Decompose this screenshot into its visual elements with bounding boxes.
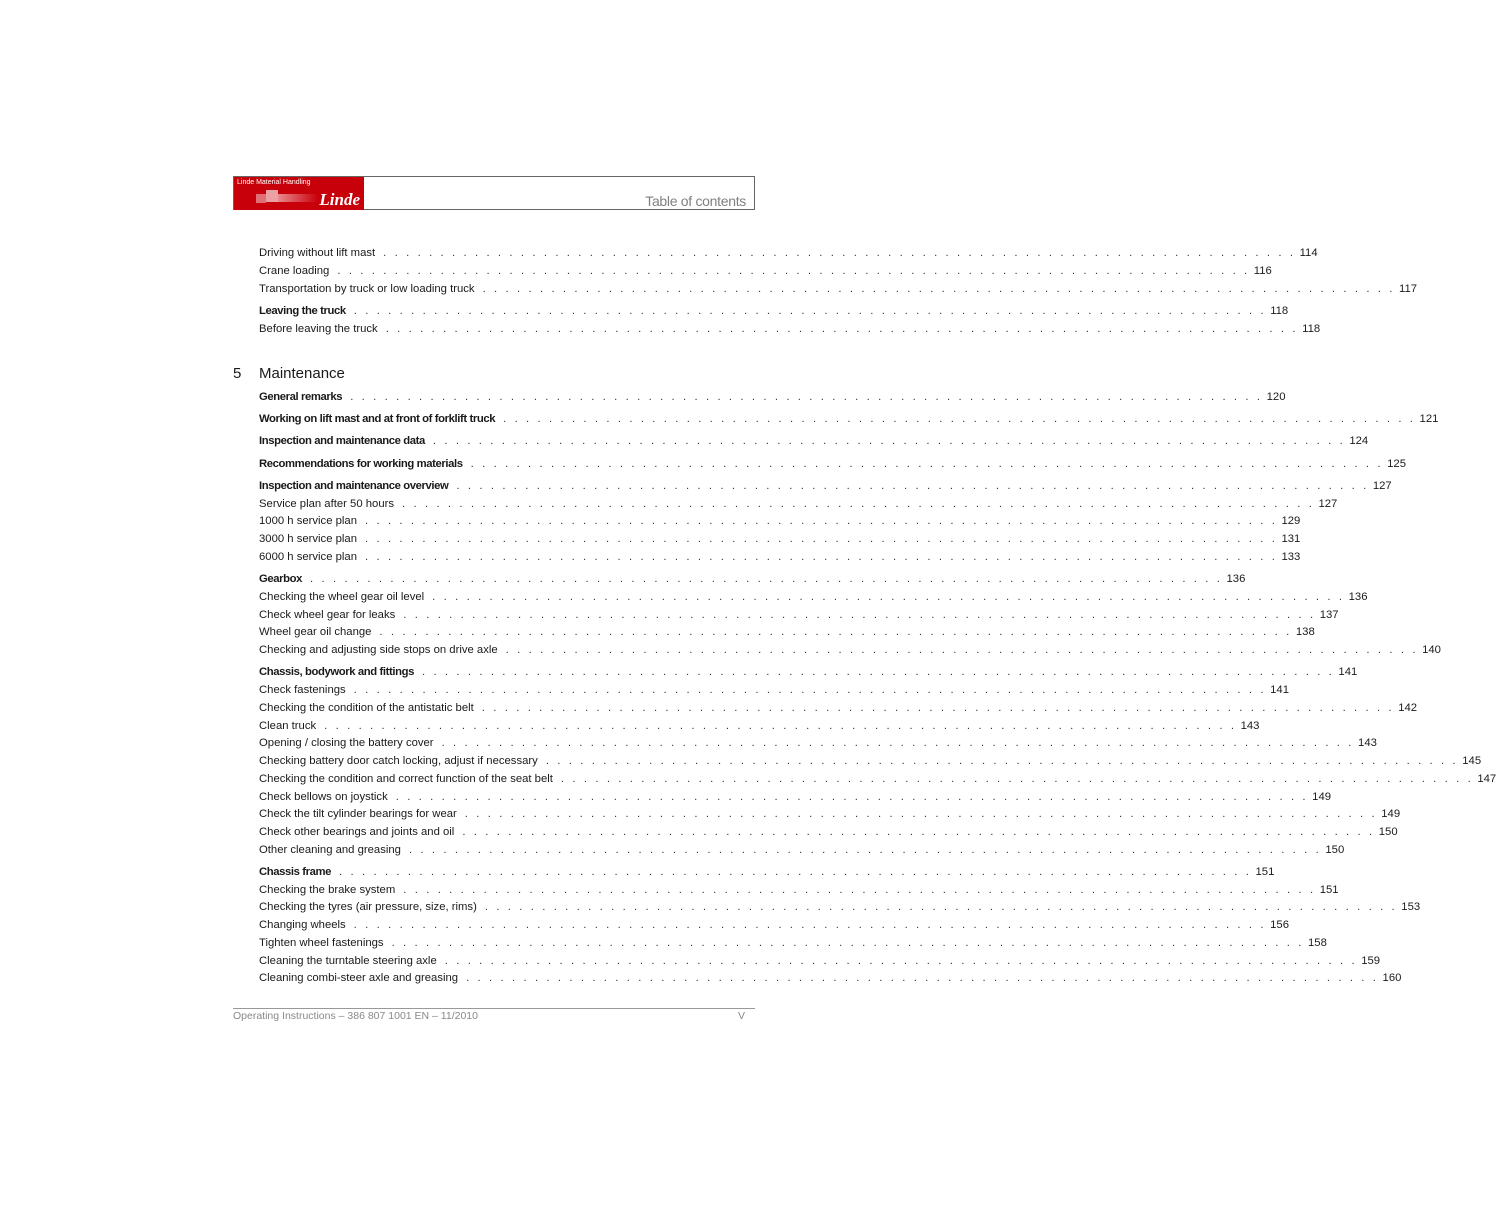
entry-label: Checking battery door catch locking, adjust if necessary — [259, 755, 538, 767]
dot-leader: . . . . . . . . . . . . . . . . . . . . . . . . . . . . . . . . . . . . . . . . . . . . . . . . . . . . . . . . . . . . . . . . . . . . . . . . . . . . . . . . — [503, 413, 1416, 425]
header-title: Table of contents — [645, 193, 746, 209]
dot-leader: . . . . . . . . . . . . . . . . . . . . . . . . . . . . . . . . . . . . . . . . . . . . . . . . . . . . . . . . . . . . . . . . . . . . . . . . . . . . . . . . — [385, 323, 1299, 335]
dot-leader: . . . . . . . . . . . . . . . . . . . . . . . . . . . . . . . . . . . . . . . . . . . . . . . . . . . . . . . . . . . . . . . . . . . . . . . . . . . . . . . . — [364, 551, 1278, 563]
entry-label: Check the tilt cylinder bearings for wear — [259, 808, 457, 820]
entry-page: 145 — [1462, 755, 1482, 767]
entry-page: 143 — [1240, 720, 1260, 732]
toc-entry[interactable] — [259, 918, 1289, 932]
toc-section-entry[interactable] — [259, 865, 1275, 879]
dot-leader: . . . . . . . . . . . . . . . . . . . . . . . . . . . . . . . . . . . . . . . . . . . . . . . . . . . . . . . . . . . . . . . . . . . . . . . . . . . . . . . . — [545, 755, 1459, 767]
footer-page-number: V — [738, 1010, 746, 1022]
dot-leader: . . . . . . . . . . . . . . . . . . . . . . . . . . . . . . . . . . . . . . . . . . . . . . . . . . . . . . . . . . . . . . . . . . . . . . . . . . . . . . . . — [464, 808, 1378, 820]
brand-tagline: Linde Material Handling — [237, 179, 311, 186]
dot-leader: . . . . . . . . . . . . . . . . . . . . . . . . . . . . . . . . . . . . . . . . . . . . . . . . . . . . . . . . . . . . . . . . . . . . . . . . . . . . . . . . — [408, 844, 1322, 856]
toc-section-entry[interactable] — [259, 390, 1286, 404]
entry-page: 136 — [1226, 573, 1246, 585]
toc-entry[interactable] — [259, 701, 1418, 715]
toc-entry[interactable] — [259, 790, 1332, 804]
dot-leader: . . . . . . . . . . . . . . . . . . . . . . . . . . . . . . . . . . . . . . . . . . . . . . . . . . . . . . . . . . . . . . . . . . . . . . . . . . . . . . . . — [403, 884, 1316, 896]
dot-leader: . . . . . . . . . . . . . . . . . . . . . . . . . . . . . . . . . . . . . . . . . . . . . . . . . . . . . . . . . . . . . . . . . . . . . . . . . . . . . . . . — [402, 498, 1315, 510]
entry-label: Service plan after 50 hours — [259, 498, 395, 510]
toc-section-entry[interactable] — [259, 665, 1358, 679]
dot-leader: . . . . . . . . . . . . . . . . . . . . . . . . . . . . . . . . . . . . . . . . . . . . . . . . . . . . . . . . . . . . . . . . . . . . . . . . . . . . . . . . — [337, 265, 1250, 277]
entry-page: 151 — [1255, 866, 1275, 878]
toc-entry[interactable] — [259, 643, 1441, 657]
toc-section-entry[interactable] — [259, 457, 1406, 471]
entry-label: Check other bearings and joints and oil — [259, 826, 455, 838]
dot-leader: . . . . . . . . . . . . . . . . . . . . . . . . . . . . . . . . . . . . . . . . . . . . . . . . . . . . . . . . . . . . . . . . . . . . . . . . . . . . . . . . — [350, 391, 1263, 403]
toc-entry[interactable] — [259, 719, 1260, 733]
entry-page: 142 — [1398, 702, 1418, 714]
entry-label: Checking the brake system — [259, 884, 396, 896]
dot-leader: . . . . . . . . . . . . . . . . . . . . . . . . . . . . . . . . . . . . . . . . . . . . . . . . . . . . . . . . . . . . . . . . . . . . . . . . . . . . . . . . — [353, 919, 1267, 931]
entry-label: Gearbox — [259, 573, 303, 585]
dot-leader: . . . . . . . . . . . . . . . . . . . . . . . . . . . . . . . . . . . . . . . . . . . . . . . . . . . . . . . . . . . . . . . . . . . . . . . . . . . . . . . . — [560, 773, 1474, 785]
dot-leader: . . . . . . . . . . . . . . . . . . . . . . . . . . . . . . . . . . . . . . . . . . . . . . . . . . . . . . . . . . . . . . . . . . . . . . . . . . . . . . . . — [383, 247, 1296, 259]
entry-page: 127 — [1318, 498, 1338, 510]
dot-leader: . . . . . . . . . . . . . . . . . . . . . . . . . . . . . . . . . . . . . . . . . . . . . . . . . . . . . . . . . . . . . . . . . . . . . . . . . . . . . . . . — [391, 937, 1305, 949]
entry-label: Before leaving the truck — [259, 323, 378, 335]
dot-leader: . . . . . . . . . . . . . . . . . . . . . . . . . . . . . . . . . . . . . . . . . . . . . . . . . . . . . . . . . . . . . . . . . . . . . . . . . . . . . . . . — [441, 737, 1355, 749]
dot-leader: . . . . . . . . . . . . . . . . . . . . . . . . . . . . . . . . . . . . . . . . . . . . . . . . . . . . . . . . . . . . . . . . . . . . . . . . . . . . . . . . — [456, 480, 1369, 492]
entry-label: Tighten wheel fastenings — [259, 937, 384, 949]
entry-label: 3000 h service plan — [259, 533, 357, 545]
toc-entry[interactable] — [259, 754, 1482, 768]
entry-page: 116 — [1253, 265, 1272, 277]
footer-divider — [233, 1008, 755, 1009]
chapter-number: 5 — [233, 365, 242, 382]
dot-leader: . . . . . . . . . . . . . . . . . . . . . . . . . . . . . . . . . . . . . . . . . . . . . . . . . . . . . . . . . . . . . . . . . . . . . . . . . . . . . . . . — [353, 684, 1267, 696]
entry-page: 125 — [1387, 458, 1406, 470]
entry-label: Check wheel gear for leaks — [259, 609, 396, 621]
dot-leader: . . . . . . . . . . . . . . . . . . . . . . . . . . . . . . . . . . . . . . . . . . . . . . . . . . . . . . . . . . . . . . . . . . . . . . . . . . . . . . . . — [403, 609, 1316, 621]
entry-page: 118 — [1270, 305, 1289, 317]
toc-entry[interactable] — [259, 625, 1315, 639]
toc-section-entry[interactable] — [259, 479, 1392, 493]
dot-leader: . . . . . . . . . . . . . . . . . . . . . . . . . . . . . . . . . . . . . . . . . . . . . . . . . . . . . . . . . . . . . . . . . . . . . . . . . . . . . . . . — [432, 591, 1345, 603]
entry-page: 149 — [1381, 808, 1401, 820]
entry-label: Cleaning the turntable steering axle — [259, 955, 437, 967]
toc-entry[interactable] — [259, 772, 1496, 786]
entry-label: Checking the wheel gear oil level — [259, 591, 425, 603]
dot-leader: . . . . . . . . . . . . . . . . . . . . . . . . . . . . . . . . . . . . . . . . . . . . . . . . . . . . . . . . . . . . . . . . . . . . . . . . . . . . . . . . — [339, 866, 1252, 878]
dot-leader: . . . . . . . . . . . . . . . . . . . . . . . . . . . . . . . . . . . . . . . . . . . . . . . . . . . . . . . . . . . . . . . . . . . . . . . . . . . . . . . . — [444, 955, 1358, 967]
entry-label: Checking and adjusting side stops on drive axle — [259, 644, 498, 656]
entry-page: 138 — [1295, 626, 1315, 638]
toc-entry[interactable] — [259, 936, 1327, 950]
entry-label: Chassis frame — [259, 866, 332, 878]
toc-entry[interactable] — [259, 971, 1402, 985]
entry-label: Wheel gear oil change — [259, 626, 372, 638]
entry-page: 141 — [1270, 684, 1289, 696]
entry-label: Checking the condition of the antistatic belt — [259, 702, 474, 714]
entry-label: Inspection and maintenance overview — [259, 480, 449, 492]
entry-label: Opening / closing the battery cover — [259, 737, 434, 749]
entry-page: 114 — [1299, 247, 1318, 259]
entry-label: Clean truck — [259, 720, 317, 732]
entry-page: 140 — [1422, 644, 1441, 656]
dot-leader: . . . . . . . . . . . . . . . . . . . . . . . . . . . . . . . . . . . . . . . . . . . . . . . . . . . . . . . . . . . . . . . . . . . . . . . . . . . . . . . . — [482, 283, 1396, 295]
entry-page: 129 — [1281, 515, 1301, 527]
entry-page: 141 — [1338, 666, 1358, 678]
entry-page: 127 — [1372, 480, 1392, 492]
entry-label: 6000 h service plan — [259, 551, 357, 563]
entry-label: Other cleaning and greasing — [259, 844, 401, 856]
dot-leader: . . . . . . . . . . . . . . . . . . . . . . . . . . . . . . . . . . . . . . . . . . . . . . . . . . . . . . . . . . . . . . . . . . . . . . . . . . . . . . . . — [395, 791, 1309, 803]
linde-logo — [234, 177, 364, 210]
entry-page: 120 — [1266, 391, 1286, 403]
dot-leader: . . . . . . . . . . . . . . . . . . . . . . . . . . . . . . . . . . . . . . . . . . . . . . . . . . . . . . . . . . . . . . . . . . . . . . . . . . . . . . . . — [310, 573, 1223, 585]
toc-entry[interactable] — [259, 497, 1338, 511]
entry-label: Chassis, bodywork and fittings — [259, 666, 414, 678]
entry-label: Leaving the truck — [259, 305, 346, 317]
toc-entry[interactable] — [259, 736, 1377, 750]
toc-entry[interactable] — [259, 608, 1339, 622]
entry-page: 149 — [1312, 791, 1332, 803]
entry-page: 151 — [1319, 884, 1339, 896]
entry-page: 147 — [1477, 773, 1496, 785]
toc-section-entry[interactable] — [259, 304, 1289, 318]
brand-wordmark: Linde — [319, 190, 360, 209]
dot-leader: . . . . . . . . . . . . . . . . . . . . . . . . . . . . . . . . . . . . . . . . . . . . . . . . . . . . . . . . . . . . . . . . . . . . . . . . . . . . . . . . — [466, 972, 1379, 984]
footer-text: Operating Instructions – 386 807 1001 EN – 11/2010 — [233, 1010, 478, 1022]
entry-label: Working on lift mast and at front of forklift truck — [259, 413, 496, 425]
toc-entry[interactable] — [259, 550, 1301, 564]
entry-page: 133 — [1281, 551, 1301, 563]
toc-entry[interactable] — [259, 954, 1381, 968]
entry-label: Driving without lift mast — [259, 247, 376, 259]
dot-leader: . . . . . . . . . . . . . . . . . . . . . . . . . . . . . . . . . . . . . . . . . . . . . . . . . . . . . . . . . . . . . . . . . . . . . . . . . . . . . . . . — [421, 666, 1335, 678]
entry-label: Crane loading — [259, 265, 330, 277]
entry-label: Checking the condition and correct function of the seat belt — [259, 773, 553, 785]
toc-section-entry[interactable] — [259, 572, 1246, 586]
entry-page: 137 — [1319, 609, 1339, 621]
toc-entry[interactable] — [259, 246, 1318, 260]
entry-page: 131 — [1281, 533, 1301, 545]
entry-page: 150 — [1325, 844, 1345, 856]
dot-leader: . . . . . . . . . . . . . . . . . . . . . . . . . . . . . . . . . . . . . . . . . . . . . . . . . . . . . . . . . . . . . . . . . . . . . . . . . . . . . . . . — [353, 305, 1267, 317]
entry-label: 1000 h service plan — [259, 515, 357, 527]
entry-page: 136 — [1348, 591, 1368, 603]
toc-entry[interactable] — [259, 264, 1272, 278]
toc-entry[interactable] — [259, 843, 1345, 857]
dot-leader: . . . . . . . . . . . . . . . . . . . . . . . . . . . . . . . . . . . . . . . . . . . . . . . . . . . . . . . . . . . . . . . . . . . . . . . . . . . . . . . . — [432, 435, 1346, 447]
page-header — [233, 176, 755, 210]
toc-section-entry[interactable] — [259, 434, 1369, 448]
toc-entry[interactable] — [259, 900, 1421, 914]
dot-leader: . . . . . . . . . . . . . . . . . . . . . . . . . . . . . . . . . . . . . . . . . . . . . . . . . . . . . . . . . . . . . . . . . . . . . . . . . . . . . . . . — [379, 626, 1292, 638]
entry-page: 143 — [1358, 737, 1377, 749]
entry-label: Transportation by truck or low loading truck — [259, 283, 475, 295]
toc-entry[interactable] — [259, 322, 1321, 336]
toc-entry[interactable] — [259, 514, 1301, 528]
toc-entry[interactable] — [259, 825, 1398, 839]
entry-page: 160 — [1382, 972, 1402, 984]
toc-entry[interactable] — [259, 883, 1339, 897]
dot-leader: . . . . . . . . . . . . . . . . . . . . . . . . . . . . . . . . . . . . . . . . . . . . . . . . . . . . . . . . . . . . . . . . . . . . . . . . . . . . . . . . — [364, 515, 1278, 527]
dot-leader: . . . . . . . . . . . . . . . . . . . . . . . . . . . . . . . . . . . . . . . . . . . . . . . . . . . . . . . . . . . . . . . . . . . . . . . . . . . . . . . . — [484, 901, 1398, 913]
dot-leader: . . . . . . . . . . . . . . . . . . . . . . . . . . . . . . . . . . . . . . . . . . . . . . . . . . . . . . . . . . . . . . . . . . . . . . . . . . . . . . . . — [470, 458, 1384, 470]
entry-label: Changing wheels — [259, 919, 346, 931]
dot-leader: . . . . . . . . . . . . . . . . . . . . . . . . . . . . . . . . . . . . . . . . . . . . . . . . . . . . . . . . . . . . . . . . . . . . . . . . . . . . . . . . — [462, 826, 1375, 838]
entry-page: 158 — [1308, 937, 1327, 949]
entry-page: 124 — [1349, 435, 1369, 447]
entry-page: 156 — [1270, 919, 1289, 931]
entry-label: Inspection and maintenance data — [259, 435, 425, 447]
chapter-title: Maintenance — [259, 365, 345, 382]
entry-page: 118 — [1302, 323, 1321, 335]
entry-label: Check fastenings — [259, 684, 346, 696]
toc-entry[interactable] — [259, 532, 1301, 546]
entry-label: General remarks — [259, 391, 343, 403]
entry-page: 117 — [1399, 283, 1418, 295]
entry-page: 121 — [1419, 413, 1439, 425]
entry-label: Recommendations for working materials — [259, 458, 463, 470]
dot-leader: . . . . . . . . . . . . . . . . . . . . . . . . . . . . . . . . . . . . . . . . . . . . . . . . . . . . . . . . . . . . . . . . . . . . . . . . . . . . . . . . — [324, 720, 1237, 732]
toc-entry[interactable] — [259, 282, 1418, 296]
dot-leader: . . . . . . . . . . . . . . . . . . . . . . . . . . . . . . . . . . . . . . . . . . . . . . . . . . . . . . . . . . . . . . . . . . . . . . . . . . . . . . . . — [481, 702, 1395, 714]
toc-entry[interactable] — [259, 807, 1401, 821]
entry-label: Check bellows on joystick — [259, 791, 388, 803]
toc-section-entry[interactable] — [259, 412, 1439, 426]
dot-leader: . . . . . . . . . . . . . . . . . . . . . . . . . . . . . . . . . . . . . . . . . . . . . . . . . . . . . . . . . . . . . . . . . . . . . . . . . . . . . . . . — [364, 533, 1278, 545]
entry-label: Cleaning combi-steer axle and greasing — [259, 972, 459, 984]
dot-leader: . . . . . . . . . . . . . . . . . . . . . . . . . . . . . . . . . . . . . . . . . . . . . . . . . . . . . . . . . . . . . . . . . . . . . . . . . . . . . . . . — [505, 644, 1419, 656]
entry-label: Checking the tyres (air pressure, size, rims) — [259, 901, 477, 913]
entry-page: 153 — [1401, 901, 1421, 913]
entry-page: 159 — [1361, 955, 1381, 967]
toc-entry[interactable] — [259, 683, 1289, 697]
toc-entry[interactable] — [259, 590, 1368, 604]
entry-page: 150 — [1378, 826, 1398, 838]
